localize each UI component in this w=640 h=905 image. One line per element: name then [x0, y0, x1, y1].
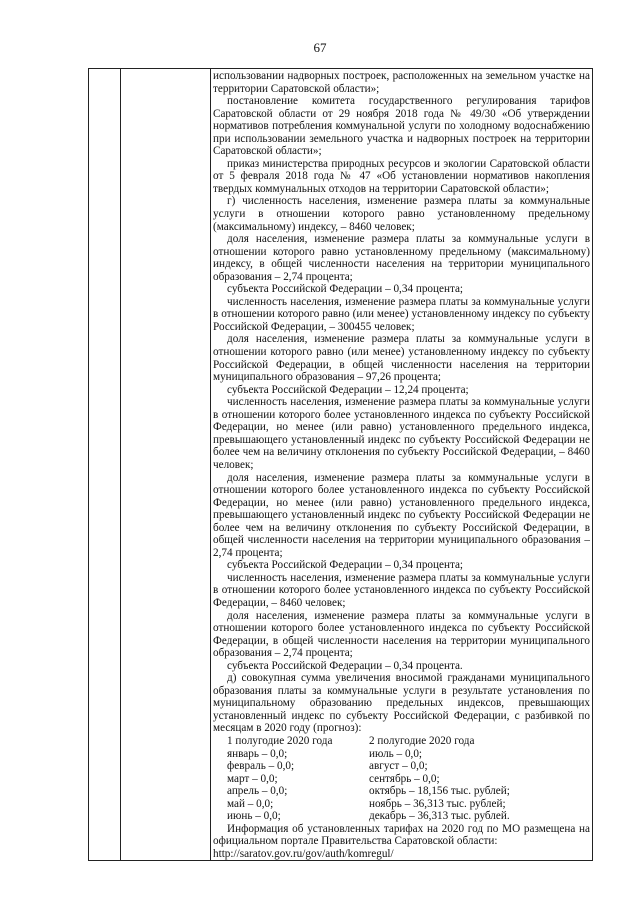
paragraph: численность населения, изменение размера платы за коммунальные услуги в отношении которого равно (или менее) установленному индексу по субъекту Российской Федерации, – 300455 человек;	[213, 295, 590, 333]
second-half-title: 2 полугодие 2020 года	[369, 734, 475, 747]
paragraph: доля населения, изменение размера платы за коммунальные услуги в отношении которого более установленного индекса по субъекту Российской Федерации, в общей численности населения на территории муниципального образования – 2,74 процента;	[213, 609, 590, 660]
month-value: февраль – 0,0;	[227, 760, 295, 773]
month-value: декабрь – 36,313 тыс. рублей.	[369, 810, 510, 823]
month-value: июль – 0,0;	[369, 747, 423, 760]
paragraph: субъекта Российской Федерации – 0,34 процента;	[227, 283, 464, 296]
paragraph: постановление комитета государственного регулирования тарифов Саратовской области от 29 ноября 2018 года № 49/30 «Об утверждении нормативов потребления коммунальной услуги по холодному водоснабжению при использовании земельного участка и надворных построек на территории Саратовской области»;	[213, 95, 590, 158]
paragraph: субъекта Российской Федерации – 0,34 процента.	[227, 659, 463, 672]
month-value: сентябрь – 0,0;	[369, 772, 440, 785]
paragraph: численность населения, изменение размера платы за коммунальные услуги в отношении которого более установленного индекса по субъекту Российской Федерации, – 8460 человек;	[213, 571, 590, 609]
paragraph: приказ министерства природных ресурсов и экологии Саратовской области от 5 февраля 2018 года № 47 «Об установлении нормативов накопления твердых коммунальных отходов на территории Саратовской области»;	[213, 157, 590, 195]
portal-link[interactable]: http://saratov.gov.ru/gov/auth/komregul/	[213, 847, 394, 860]
monthly-forecast	[213, 735, 590, 823]
column-divider	[120, 69, 121, 860]
month-value: июнь – 0,0;	[227, 810, 281, 823]
month-value: август – 0,0;	[369, 760, 428, 773]
month-value: январь – 0,0;	[227, 747, 288, 760]
paragraph: субъекта Российской Федерации – 0,34 процента;	[227, 559, 464, 572]
page-number: 67	[313, 40, 327, 55]
paragraph: использовании надворных построек, расположенных на земельном участке на территории Саратовской области»;	[213, 70, 590, 95]
paragraph: д) совокупная сумма увеличения вносимой гражданами муниципального образования платы за коммунальные услуги в результате установления по муниципальному образованию предельных индексов, превышающих установленный индекс по субъекту Российской Федерации, с разбивкой по месяцам в 2020 году (прогноз):	[213, 672, 590, 735]
month-value: апрель – 0,0;	[227, 785, 288, 798]
paragraph: доля населения, изменение размера платы за коммунальные услуги в отношении которого равно установленному предельному (максимальному) индексу, в общей численности населения на территории муниципального образования – 2,74 процента;	[213, 233, 590, 283]
first-half-title: 1 полугодие 2020 года	[227, 734, 333, 747]
month-value: октябрь – 18,156 тыс. рублей;	[369, 785, 510, 798]
month-value: ноябрь – 36,313 тыс. рублей;	[369, 797, 506, 810]
paragraph: субъекта Российской Федерации – 12,24 процента;	[227, 383, 469, 396]
column-divider	[210, 69, 211, 860]
month-value: март – 0,0;	[227, 772, 278, 785]
document-body	[213, 70, 590, 860]
month-value: май – 0,0;	[227, 797, 274, 810]
paragraph: г) численность населения, изменение размера платы за коммунальные услуги в отношении которого равно установленному предельному (максимальному) индексу, – 8460 человек;	[213, 195, 590, 233]
paragraph: численность населения, изменение размера платы за коммунальные услуги в отношении которого более установленного индекса по субъекту Российской Федерации, но менее (или равно) установленного предельного индекса, превышающего установленный индекс по субъекту Российской Федерации не более чем на величину отклонения по субъекту Российской Федерации, – 8460 человек;	[213, 396, 590, 471]
paragraph: доля населения, изменение размера платы за коммунальные услуги в отношении которого равно (или менее) установленному индексу по субъекту Российской Федерации, в общей численности населения на территории муниципального образования – 97,26 процента;	[213, 333, 590, 384]
paragraph: Информация об установленных тарифах на 2020 год по МО размещена на официальном портале Правительства Саратовской области:	[213, 822, 590, 848]
paragraph: доля населения, изменение размера платы за коммунальные услуги в отношении которого более установленного индекса по субъекту Российской Федерации, но менее (или равно) установленного предельного индекса, превышающего установленный индекс по субъекту Российской Федерации не более чем на величину отклонения по субъекту Российской Федерации, в общей численности населения на территории муниципального образования – 2,74 процента;	[213, 471, 590, 559]
